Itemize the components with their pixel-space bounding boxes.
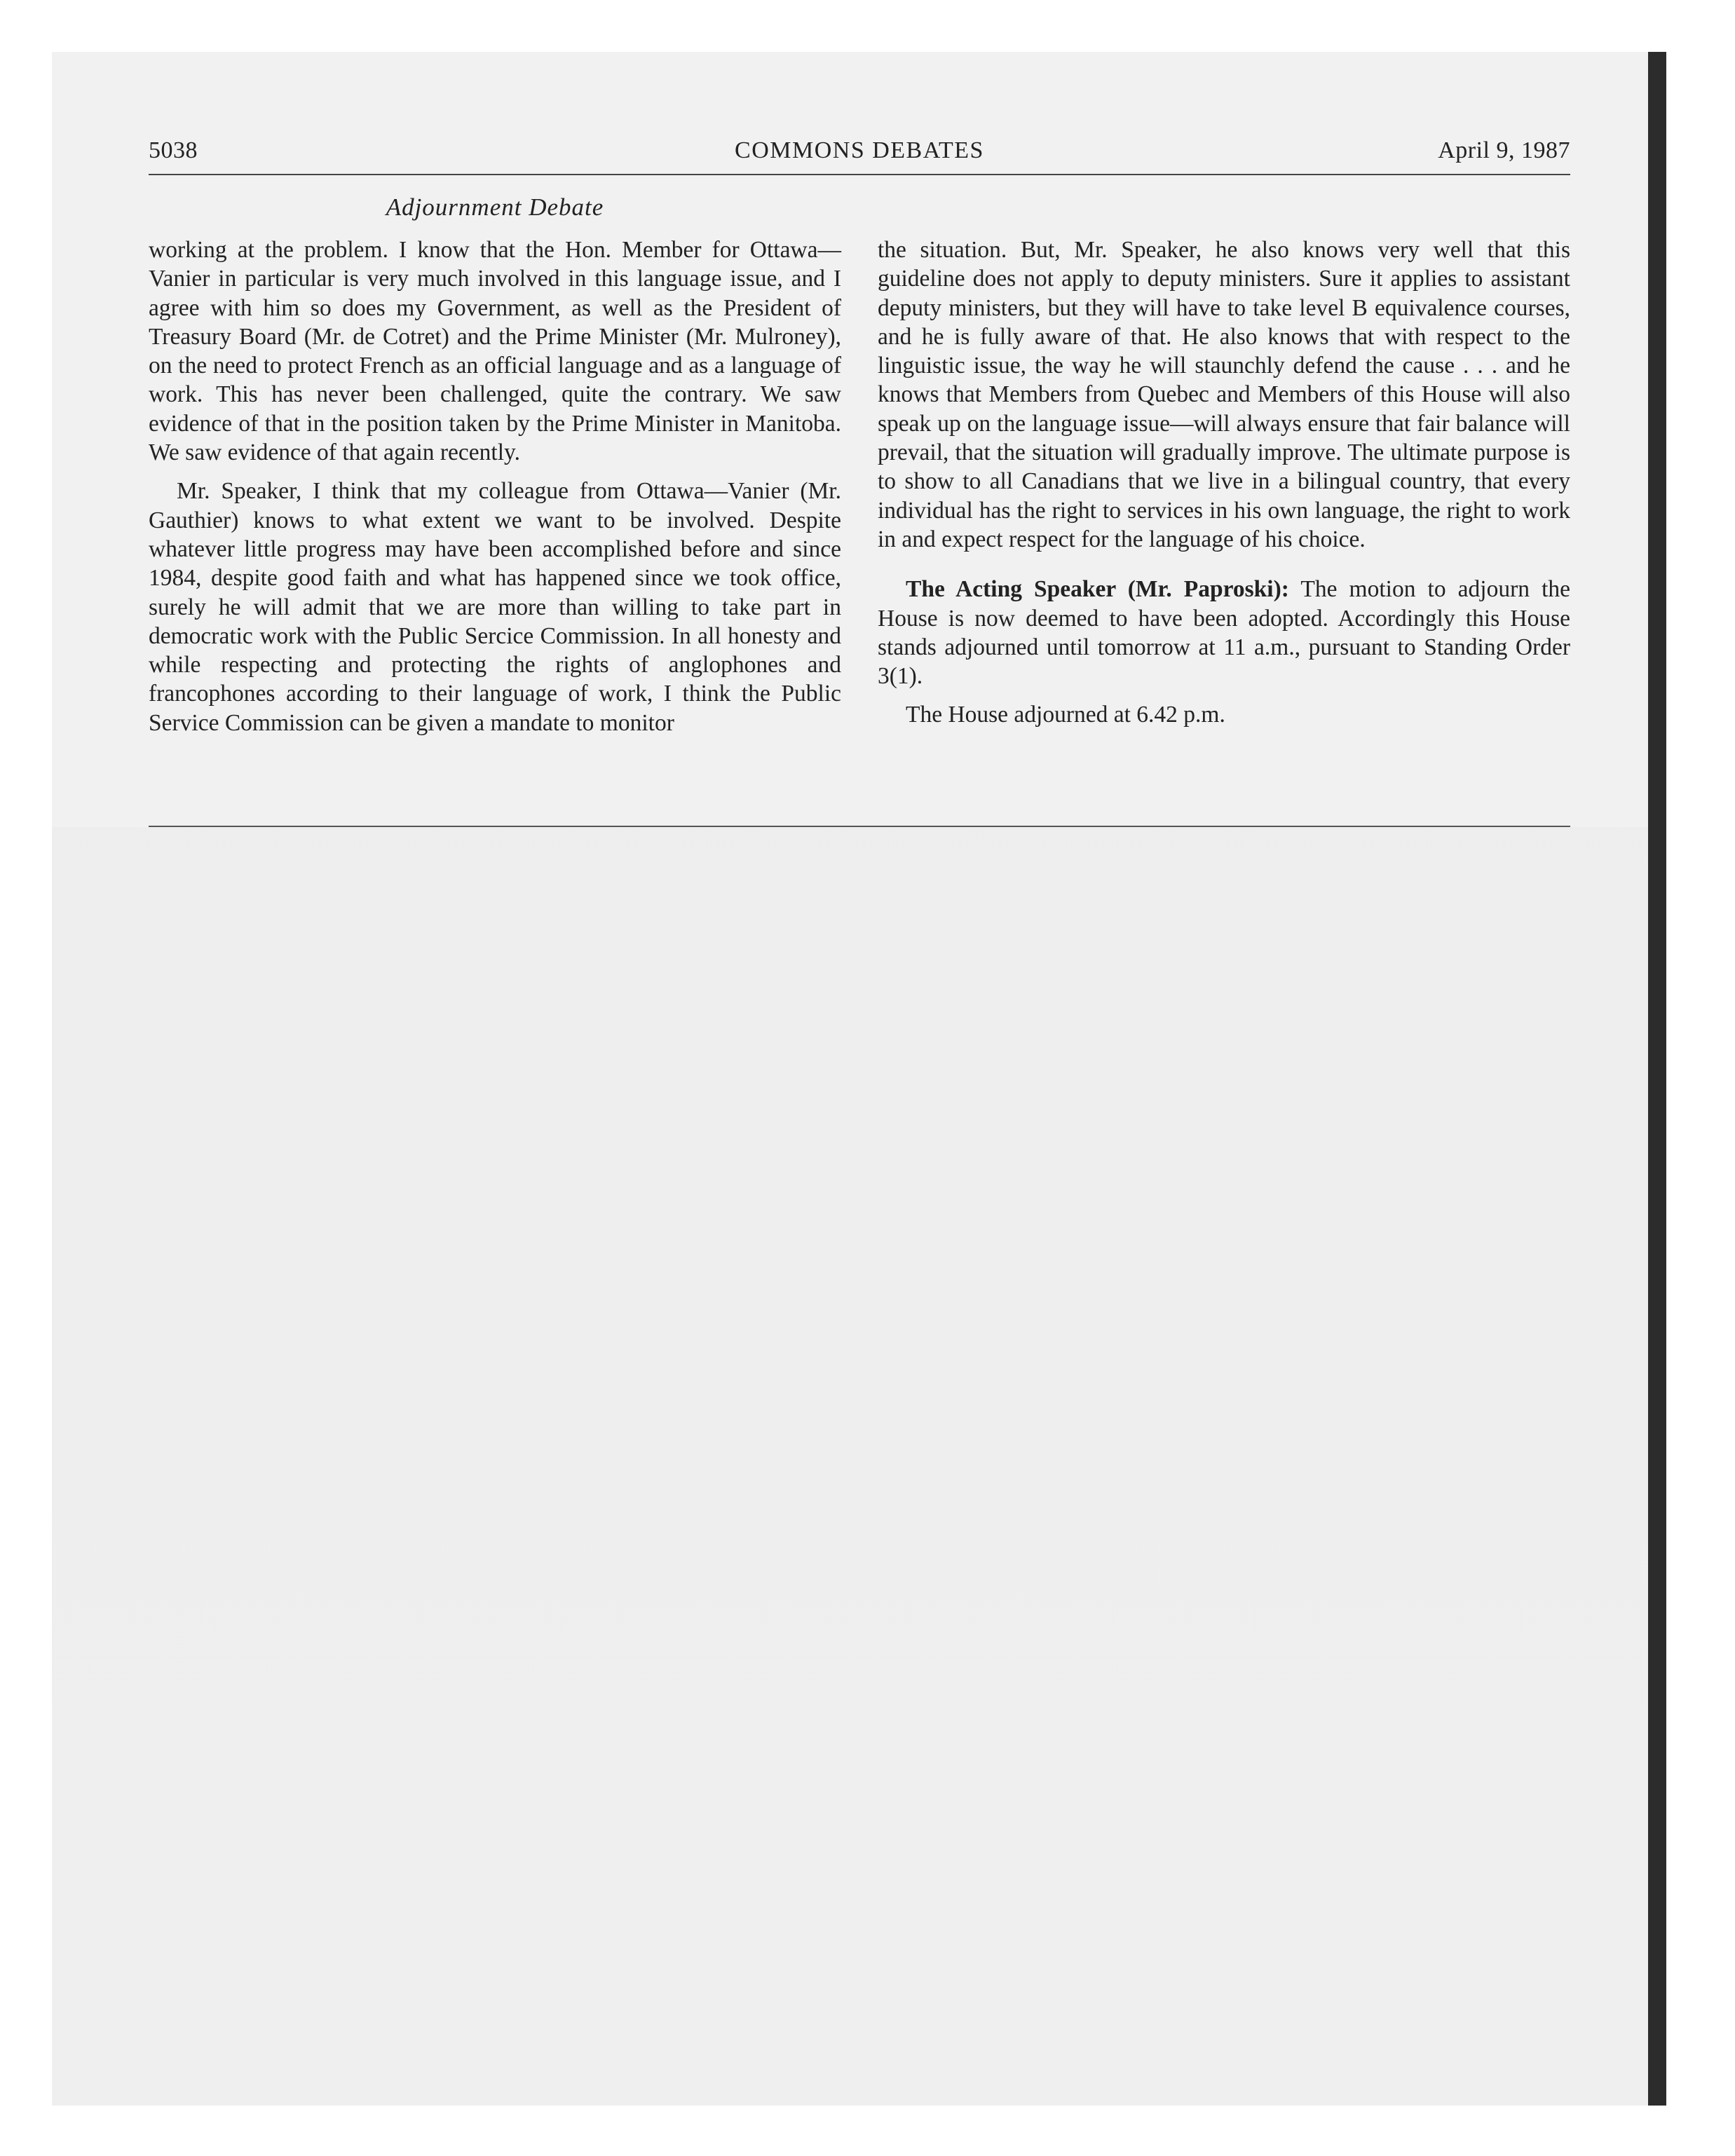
running-title: COMMONS DEBATES bbox=[735, 137, 984, 163]
right-column bbox=[878, 236, 1570, 730]
acting-speaker-paragraph bbox=[878, 575, 1570, 690]
end-rule bbox=[149, 826, 1570, 827]
right-paragraph-1: the situation. But, Mr. Speaker, he also knows very well that this guideline does not apply to deputy ministers. Sure it applies to assistant deputy ministers, but they will have to take level B equivalence courses, and he is fully aware of that. He also knows that with respect to the linguistic issue, the way he will staunchly defend the cause . . . and he knows that Members from Quebec and Members of this House will also speak up on the language issue—will always ensure that fair balance will prevail, that the situation will gradually improve. The ultimate purpose is to show to all Canadians that we live in a bilingual country, that every individual has the right to services in his own language, the right to work in and expect respect for the language of his choice. bbox=[878, 237, 1570, 552]
adjourned-time: The House adjourned at 6.42 p.m. bbox=[906, 702, 1225, 728]
issue-date: April 9, 1987 bbox=[1438, 137, 1570, 163]
blank-lower-page bbox=[52, 827, 1664, 2106]
section-heading: Adjournment Debate bbox=[386, 193, 604, 221]
left-paragraph-2: Mr. Speaker, I think that my colleague from Ottawa—Vanier (Mr. Gauthier) knows to what extent we want to be involved. Despite whatever little progress may have been accomplished before and since 1984, despite good faith and what has happened since we took office, surely he will admit that we are more than willing to take part in democratic work with the Public Sercice Commission. In all honesty and while respecting and protecting the rights of anglophones and francophones according to their language of work, I think the Public Service Commission can be given a mandate to monitor bbox=[149, 478, 841, 736]
scan-edge-shadow bbox=[1648, 52, 1666, 2106]
adjournment-motion-text: The motion to adjourn the House is now deemed to have been adopted. Accordingly this House stands adjourned until tomorrow at 11 a.m., pursuant to Standing Order 3(1). bbox=[878, 576, 1570, 690]
left-column bbox=[149, 236, 841, 737]
page-header bbox=[149, 137, 1570, 175]
left-paragraph-1: working at the problem. I know that the Hon. Member for Ottawa—Vanier in particular is very much involved in this language issue, and I agree with him so does my Government, as well as the President of Treasury Board (Mr. de Cotret) and the Prime Minister (Mr. Mulroney), on the need to protect French as an official language and as a language of work. This has never been challenged, quite the contrary. We saw evidence of that in the position taken by the Prime Minister in Manitoba. We saw evidence of that again recently. bbox=[149, 237, 841, 466]
speaker-name: The Acting Speaker (Mr. Paproski): bbox=[906, 576, 1289, 603]
page-number: 5038 bbox=[149, 137, 198, 163]
